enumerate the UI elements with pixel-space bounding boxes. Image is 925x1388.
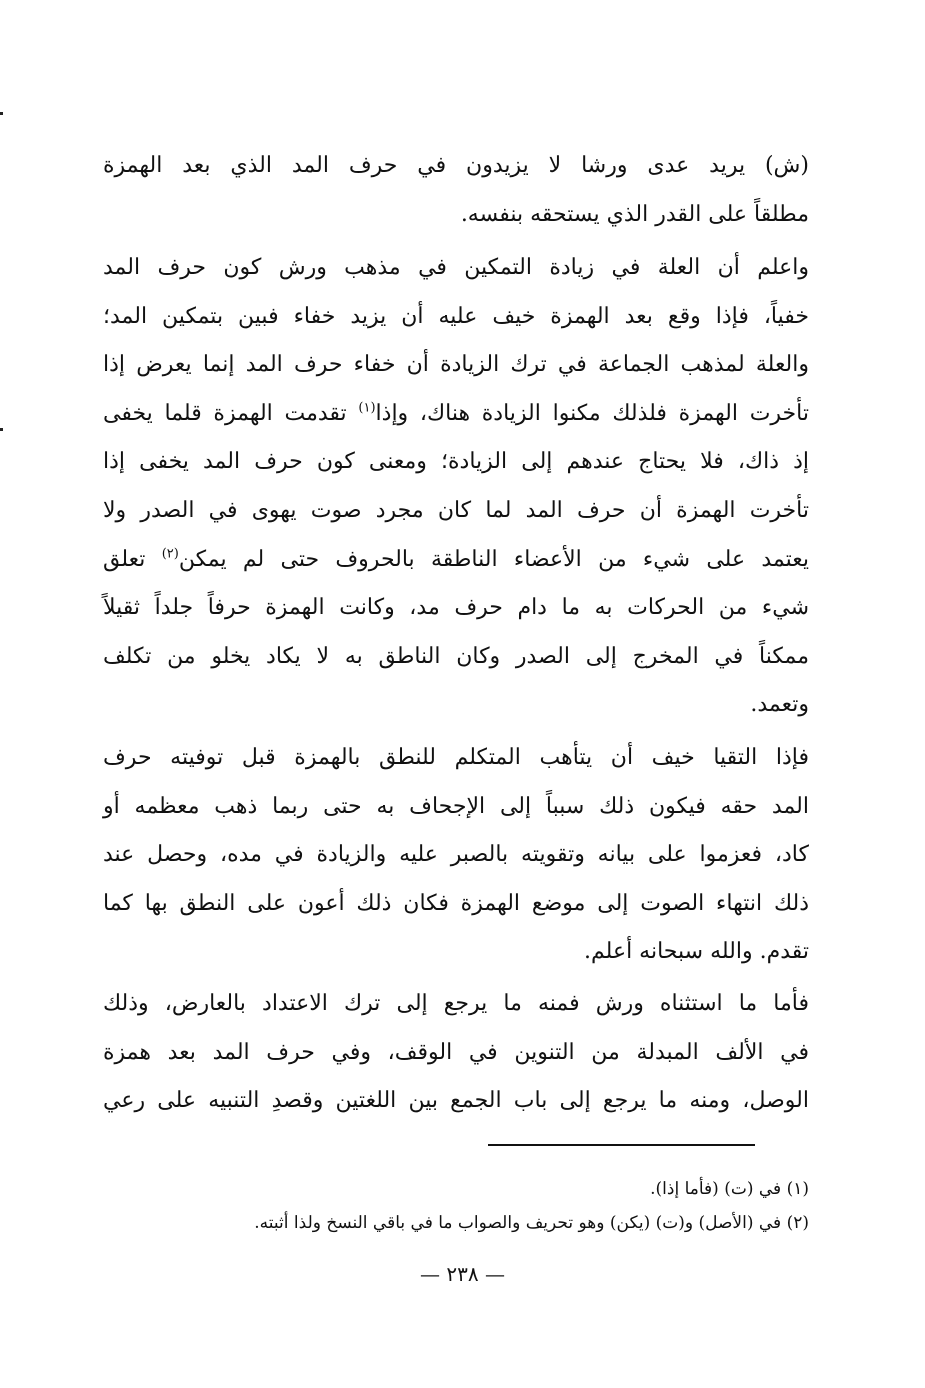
text-line: المد حقه فيكون ذلك سبباً إلى الإجحاف به حتى ربما ذهب معظمه أو [103, 793, 809, 819]
paragraph-commentary [103, 142, 809, 239]
text-line: (ش) يريد عدى ورشا لا يزيدون في حرف المد الذي بعد الهمزة [103, 153, 809, 178]
footnote-2: (٢) في (الأصل) و(ت) (يكن) وهو تحريف والصواب ما في باقي النسخ ولذا أثبته. [254, 1213, 809, 1233]
text-line: واعلم أن العلة في زيادة التمكين في مذهب ورش كون حرف المد [103, 255, 810, 280]
page-number: — ٢٣٨ — [420, 1262, 505, 1286]
text-fragment: يعتمد على شيء من الأعضاء الناطقة بالحروف حتى لم يمكن [178, 546, 810, 572]
text-line: ذلك انتهاء الصوت إلى موضع الهمزة فكان ذلك أعون على النطق بها كما [103, 890, 809, 916]
footnote-reference-1[interactable]: (١) [358, 400, 376, 416]
text-line: الوصل، ومنه ما يرجع إلى باب الجمع بين اللغتين وقصدِ التنبيه على رعي [103, 1088, 809, 1114]
text-fragment: تعلق [103, 546, 146, 572]
paragraph-exceptions [103, 980, 809, 1126]
scan-margin-mark [0, 112, 3, 115]
text-line: في الألف المبدلة من التنوين في الوقف، وفي حرف المد بعد همزة [103, 1039, 809, 1065]
text-line: فإذا التقيا خيف أن يتأهب المتكلم للنطق بالهمزة قبل توفيته حرف [103, 745, 809, 770]
text-line: والعلة لمذهب الجماعة في ترك الزيادة أن خفاء حرف المد إنما يعرض إذا [103, 352, 809, 378]
text-line: تأخرت الهمزة أن حرف المد لما كان مجرد صوت يهوى في الصدر ولا [103, 497, 809, 523]
footnotes [103, 1172, 809, 1240]
text-fragment: تقدمت الهمزة قلما يخفى [103, 400, 347, 426]
text-line: خفياً، فإذا وقع بعد الهمزة خيف عليه أن يزيد خفاء فبين بتمكين المد؛ [103, 303, 809, 329]
text-line-with-footnote [103, 536, 809, 585]
paragraph-reasoning [103, 734, 809, 977]
footnote-1: (١) في (ت) (فأما إذا). [650, 1179, 809, 1199]
footnote-reference-2[interactable]: (٢) [161, 546, 179, 562]
text-line: ممكناً في المخرج إلى الصدر وكان الناطق به لا يكاد يخلو من تكلف [103, 643, 809, 669]
footnote-separator [488, 1144, 755, 1146]
text-fragment: تأخرت الهمزة فلذلك مكنوا الزيادة هناك، وإذا [375, 400, 809, 426]
text-line: كاد، فعزموا على بيانه وتقويته بالصبر عليه والزيادة في مده، وحصل عند [103, 842, 809, 868]
text-line-with-footnote [103, 390, 809, 439]
text-line: شيء من الحركات به ما دام حرف مد، وكانت الهمزة حرفاً جلداً ثقيلاً [103, 595, 809, 621]
paragraph-explanation [103, 244, 809, 730]
text-line: إذ ذاك، فلا يحتاج عندهم إلى الزيادة؛ ومعنى كون حرف المد يخفى إذا [103, 449, 809, 475]
text-line: تقدم. والله سبحانه أعلم. [584, 939, 809, 965]
text-line: وتعمد. [750, 692, 809, 718]
scan-margin-mark [0, 428, 3, 431]
text-line: فأما ما استثناه ورش فمنه ما يرجع إلى ترك الاعتداد بالعارض، وذلك [103, 991, 809, 1016]
text-line: مطلقاً على القدر الذي يستحقه بنفسه. [460, 201, 809, 227]
